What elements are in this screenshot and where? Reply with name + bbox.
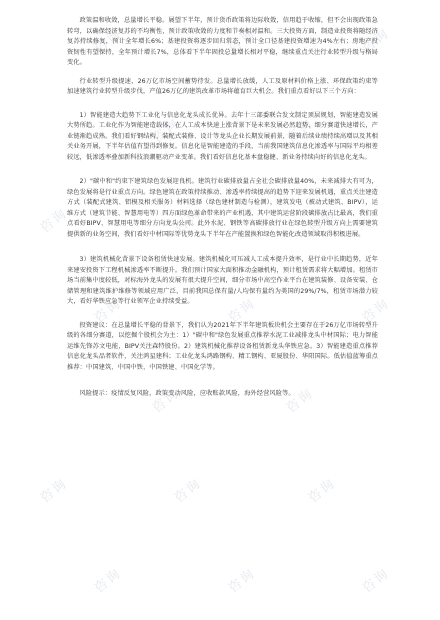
watermark: 咨询 bbox=[305, 205, 339, 237]
watermark: 咨询 bbox=[359, 295, 393, 327]
watermark: 咨询 bbox=[283, 385, 317, 417]
watermark: 咨询 bbox=[283, 115, 317, 147]
paragraph-industry-transformation: 行业转型升级提速，26万亿市场空间蓄势待发。总量增长放缓，人工及原材料价格上涨、环保政策约束等加速建筑行业转型升级步伐，产值26万亿的建筑改革市场将蕴育巨大机会。我们重点看好以下三个方向： bbox=[67, 77, 378, 95]
watermark: 咨询 bbox=[149, 115, 183, 147]
watermark: 咨询 bbox=[171, 475, 205, 507]
paragraph-smart-construction: 1）智能建造大趋势下工业化与信息化龙头成长优异。去年十三部委联合发文制定顶层规划，智能建造发展大势所趋。工业化作为智能建造载体，在人工成本快速上涨背景下是未来发展必然趋势，细分赛道快速增长，产业链渐趋成熟。我们看好钢结构、装配式装修、设计等龙头企业长期发展前景，随着后续业绩持续高增以及其相关业务开展，下半年估值有望得到修复。信息化是智能建造的手段，当前我国建筑信息化渗透率与国际平均相差较远，低渗透率叠加新科技浪潮驱动产业变革。我们看好信息化基本盘稳健、新业务持续向好的信息化龙头。 bbox=[67, 111, 378, 161]
watermark: 咨询 bbox=[149, 385, 183, 417]
watermark: 咨询 bbox=[91, 565, 125, 597]
paragraph-equipment-leasing: 3）建筑机械化背景下设备租赁快速发展。建筑机械化可压减人工成本提升效率，是行业中长期趋势，近年来建安投资下工程机械渗透率不断提升。我们预计国家大面积推动金融机构，预计租赁需求将大幅增加。租赁市场当前集中度较低，对标海外龙头的发展有很大提升空间，细分市场中高空作业平台在建筑装修、设备安装、仓储管理和建筑维护维修等领域应用广泛，目前我国总保有量/人均保有量约为美国的29%/7%，租赁市场潜力较大，看好华铁应急等行业领军企业持续受益。 bbox=[67, 256, 378, 305]
paragraph-policy-outlook: 政策温和收敛，总量增长平稳。展望下半年，预计货币政策将边际收敛，信用趋于收缩，但不会出现政策急转弯，以确保经济复苏的不均衡性，预计政策收敛的力度和节奏相对温和。三大投资方面，制造业投资将随经济复苏持续修复，预计全年增长6%；基建投资将逐步回归常态，预计全口径基建投资增速为4%左右；房地产投资韧性有望保持，全年预计增长7%，总体看下半年固投总量增长相对平稳，继续重点关注行业转型升级与格局变化。 bbox=[67, 17, 378, 66]
watermark: 咨询 bbox=[37, 475, 71, 507]
watermark: 咨询 bbox=[359, 25, 393, 57]
paragraph-investment-advice: 投资建议：在总量增长平稳的背景下，我们认为2021年下半年建筑板块机会主要存在于26万亿市场转型升级的各细分赛道，以挖掘个股机会为主：1）"碳中和"绿色发展重点推荐水泥工业减排龙头中材国际；电力智能运维先锋苏文电能，BIPV关注森特股份。2）建筑机械化推荐设备租赁新龙头华铁应急。3）智能建造重点推荐信息化龙头品者软件，关注鸿星建科；工业化龙头鸿路钢构、精工钢构、亚厦股份、华阳国际。低估值蓝筹重点推荐：中国建筑、中国中铁、中国铁建、中国化学等。 bbox=[67, 321, 378, 371]
watermark: 咨询 bbox=[91, 295, 125, 327]
watermark: 咨询 bbox=[171, 205, 205, 237]
watermark: 咨询 bbox=[225, 25, 259, 57]
watermark: 咨询 bbox=[305, 475, 339, 507]
watermark: 咨询 bbox=[91, 25, 125, 57]
watermark: 咨询 bbox=[225, 295, 259, 327]
paragraph-carbon-neutral: 2）"碳中和"约束下建筑绿色发展迎良机。建筑行业碳排放量占全社会碳排放量40%，未来减排大有可为，绿色发展将是行业重点方向。绿色建筑在政策持续推动、渗透率持续提高的趋势下迎来发展机遇，重点关注建造方式（装配式建筑、铝模及相关服务）材料选择（绿色建材制造与检测），建筑发电（被动式建筑、BIPV），运维方式（建筑节能、智慧用电等）四方面绿色革命带来的产业机遇，其中建筑运营阶段碳排放占比最高，我们重点看好BIPV、智慧用电等细分方向龙头公司。此外水泥、钢铁等高碳排放行业在绿色转型升级方向上需要建筑提供新的业务空间，我们看好中材国际等优势龙头下半年在产能置换和绿色智能化改造领域取得积极进展。 bbox=[67, 178, 378, 238]
watermark: 咨询 bbox=[225, 565, 259, 597]
paragraph-risk-warning: 风险提示：疫情反复风险，政策变动风险，应收账款风险，海外经营风险等。 bbox=[79, 390, 295, 397]
document-body bbox=[67, 16, 378, 400]
watermark: 咨询 bbox=[37, 205, 71, 237]
watermark: 咨询 bbox=[359, 565, 393, 597]
